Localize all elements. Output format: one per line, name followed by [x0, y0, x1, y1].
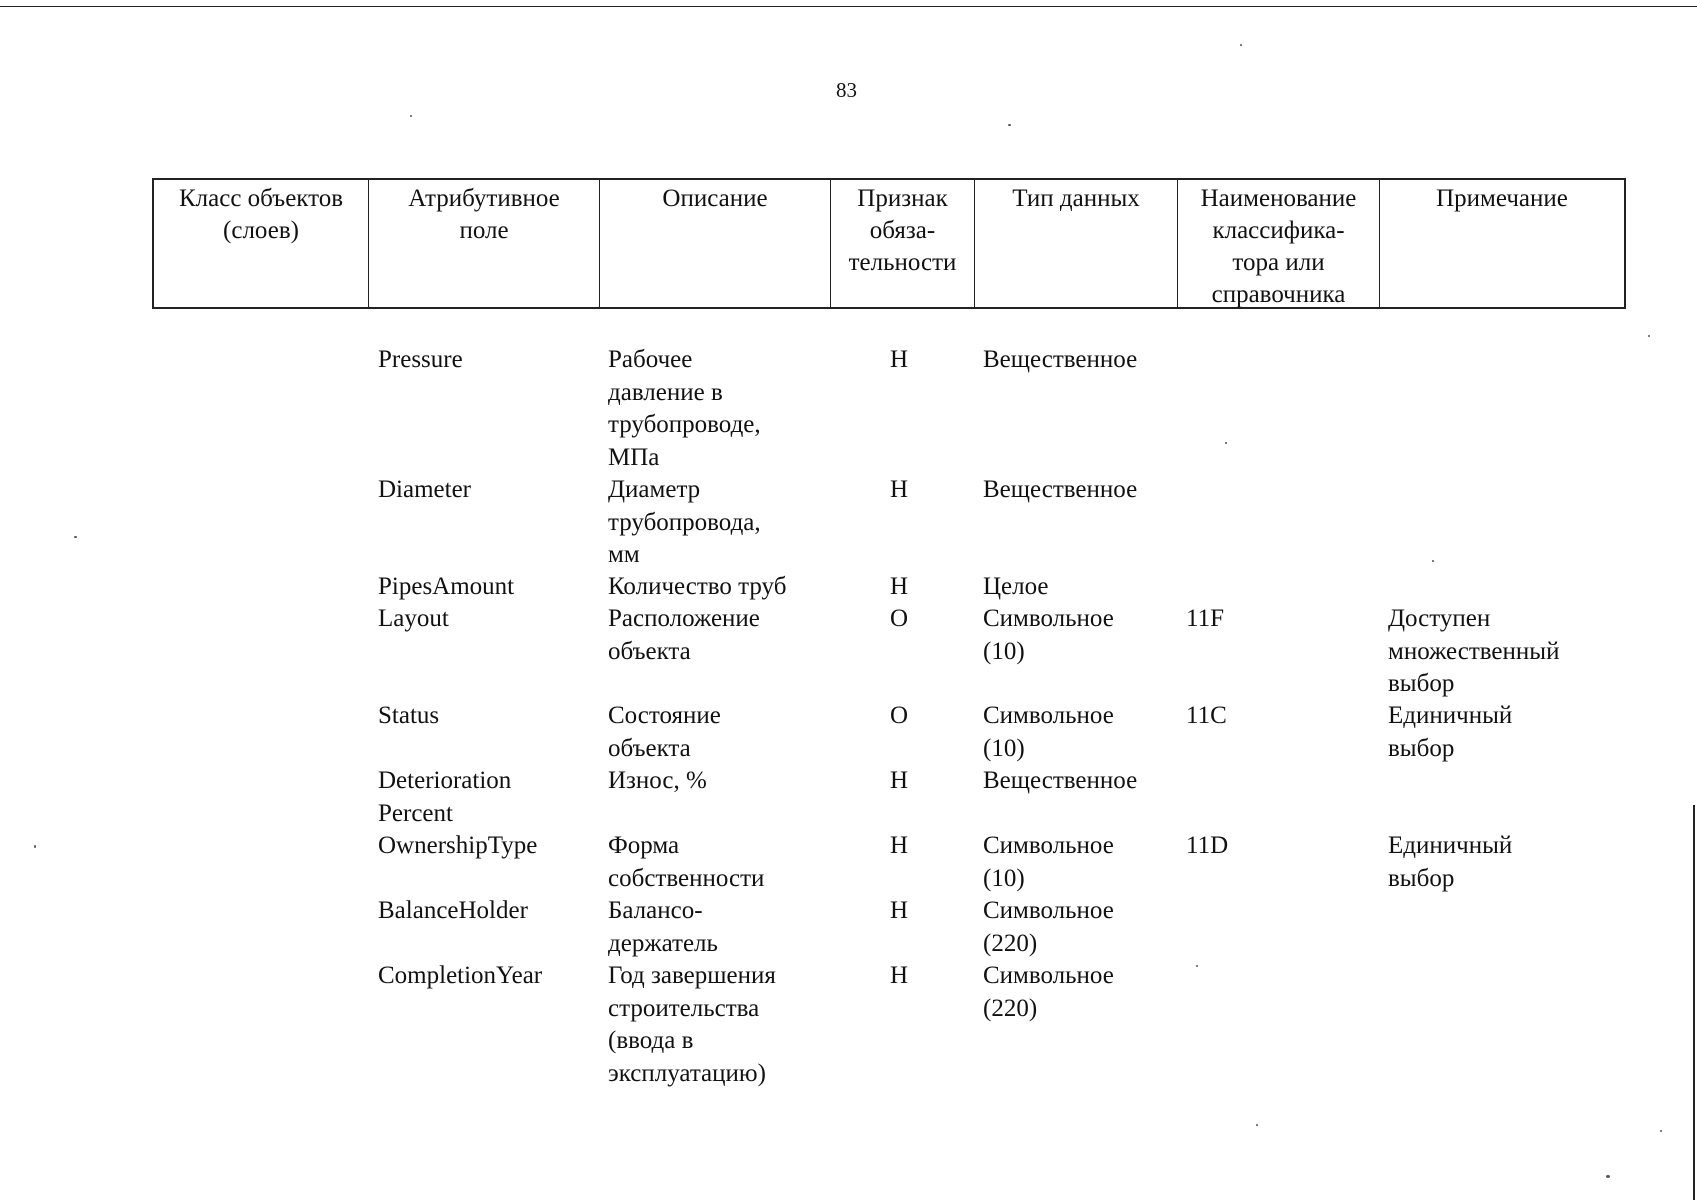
note-line: выбор [1388, 734, 1455, 762]
data-type-cell [983, 571, 1049, 604]
scan-speck [1648, 335, 1650, 337]
description-line: объекта [608, 734, 691, 762]
data-type-cell [983, 830, 1114, 895]
description-line: мм [608, 541, 640, 568]
header-required-flag-line: обяза- [869, 217, 936, 244]
scan-speck [34, 845, 36, 848]
header-required-flag-line: Признак [857, 185, 948, 212]
description-cell [608, 765, 707, 798]
description-line: Износ, % [608, 767, 707, 794]
attribute-field-cell [378, 895, 528, 928]
required-flag-cell: Н [890, 832, 909, 859]
header-description-line: Описание [662, 185, 768, 212]
description-line: эксплуатацию) [608, 1059, 766, 1087]
description-cell [608, 571, 786, 604]
scan-speck [1196, 965, 1198, 967]
note-line: множественный [1388, 637, 1560, 665]
header-classifier-name [1178, 180, 1380, 307]
attribute-field-line: OwnershipType [378, 832, 538, 859]
description-line: Год завершения [608, 962, 776, 989]
required-flag-cell: Н [890, 962, 909, 989]
header-object-class [154, 180, 369, 307]
required-flag-cell: Н [890, 476, 909, 503]
classifier-code-cell: 11С [1186, 702, 1227, 729]
header-classifier-name-line: справочника [1211, 281, 1346, 307]
description-cell [608, 960, 776, 1090]
scan-speck [1225, 442, 1227, 444]
attribute-field-line: BalanceHolder [378, 897, 528, 924]
attribute-field-cell [378, 474, 471, 507]
header-classifier-name-line: классифика- [1212, 217, 1345, 244]
attribute-field-line: Status [378, 702, 440, 729]
description-line: (ввода в [608, 1027, 694, 1054]
note-line: Единичный [1388, 832, 1513, 859]
attribute-field-line: PipesAmount [378, 573, 515, 600]
required-flag-cell: Н [890, 573, 909, 600]
data-type-line: (10) [983, 734, 1025, 762]
header-data-type-line: Тип данных [1012, 185, 1140, 212]
description-line: Форма [608, 832, 680, 859]
scan-speck [1432, 560, 1434, 562]
attribute-field-line: Percent [378, 799, 453, 827]
attribute-field-line: Diameter [378, 476, 472, 503]
header-note-line: Примечание [1436, 185, 1568, 212]
data-type-line: Вещественное [983, 346, 1138, 373]
note-line: Доступен [1388, 605, 1491, 632]
attribute-field-line: Pressure [378, 346, 463, 373]
data-type-line: Символьное [983, 605, 1114, 632]
classifier-code-cell: 11D [1186, 832, 1229, 859]
header-attribute-field [369, 180, 600, 307]
required-flag-cell: Н [890, 346, 909, 373]
description-cell [608, 603, 760, 668]
data-type-cell [983, 895, 1114, 960]
description-line: МПа [608, 443, 660, 471]
description-cell [608, 474, 761, 572]
scan-speck [1240, 44, 1242, 46]
attribute-field-line: Deterioration [378, 767, 512, 794]
data-type-line: (220) [983, 929, 1038, 957]
note-cell [1388, 830, 1512, 895]
description-line: трубопровода, [608, 508, 761, 536]
attribute-field-cell [378, 765, 511, 830]
header-data-type [975, 180, 1178, 307]
scan-speck [1606, 1175, 1610, 1178]
header-attribute-field-line: Атрибутивное [408, 185, 560, 212]
page-number: 83 [836, 78, 857, 102]
attribute-field-line: Layout [378, 605, 449, 632]
description-cell [608, 700, 721, 765]
attribute-field-cell [378, 960, 542, 993]
data-type-line: Символьное [983, 897, 1114, 924]
header-required-flag-line: тельности [848, 249, 957, 276]
top-rule [0, 6, 1697, 7]
attribute-field-line: CompletionYear [378, 962, 543, 989]
description-line: давление в [608, 378, 723, 406]
data-type-line: Вещественное [983, 767, 1138, 794]
header-required-flag [831, 180, 975, 307]
header-classifier-name-line: Наименование [1200, 185, 1357, 212]
scan-speck [1660, 1130, 1662, 1132]
description-line: Количество труб [608, 573, 787, 600]
description-line: строительства [608, 994, 760, 1022]
description-line: Диаметр [608, 476, 701, 503]
scan-speck [410, 115, 412, 117]
data-type-cell [983, 603, 1114, 668]
note-cell [1388, 603, 1559, 701]
data-type-line: Символьное [983, 702, 1114, 729]
classifier-code-cell: 11F [1186, 605, 1224, 632]
header-classifier-name-line: тора или [1232, 249, 1325, 276]
data-type-line: Символьное [983, 832, 1114, 859]
header-description [600, 180, 831, 307]
required-flag-cell: О [890, 702, 909, 729]
attribute-field-cell [378, 700, 439, 733]
data-type-line: (10) [983, 637, 1025, 665]
description-cell [608, 344, 761, 474]
description-line: держатель [608, 929, 718, 957]
required-flag-cell: Н [890, 897, 909, 924]
required-flag-cell: Н [890, 767, 909, 794]
description-line: Расположение [608, 605, 760, 632]
description-line: трубопроводе, [608, 411, 761, 438]
data-type-line: Вещественное [983, 476, 1138, 503]
header-attribute-field-line: поле [459, 217, 509, 244]
header-note [1380, 180, 1624, 307]
description-line: Рабочее [608, 346, 693, 373]
data-type-line: Символьное [983, 962, 1114, 989]
scan-speck [74, 536, 77, 538]
attribute-field-cell [378, 571, 514, 604]
data-type-cell [983, 344, 1137, 377]
description-cell [608, 830, 764, 895]
attribute-field-cell [378, 830, 537, 863]
header-object-class-line: Класс объектов [178, 185, 344, 212]
table-header [152, 178, 1626, 309]
data-type-line: Целое [983, 573, 1049, 600]
description-cell [608, 895, 718, 960]
note-line: выбор [1388, 864, 1455, 892]
scan-speck [1256, 1124, 1258, 1126]
description-line: Состояние [608, 702, 721, 729]
data-type-cell [983, 474, 1137, 507]
note-cell [1388, 700, 1512, 765]
page-edge-line [1693, 805, 1695, 1200]
note-line: Единичный [1388, 702, 1513, 729]
description-line: Балансо- [608, 897, 703, 924]
description-line: объекта [608, 637, 691, 665]
header-object-class-line: (слоев) [223, 217, 299, 244]
data-type-line: (220) [983, 994, 1038, 1022]
data-type-cell [983, 960, 1114, 1025]
data-type-cell [983, 700, 1114, 765]
attribute-field-cell [378, 344, 463, 377]
attribute-field-cell [378, 603, 449, 636]
scan-speck [1008, 124, 1011, 126]
data-type-line: (10) [983, 864, 1025, 892]
data-type-cell [983, 765, 1137, 798]
description-line: собственности [608, 864, 765, 892]
required-flag-cell: О [890, 605, 909, 632]
note-line: выбор [1388, 670, 1455, 697]
